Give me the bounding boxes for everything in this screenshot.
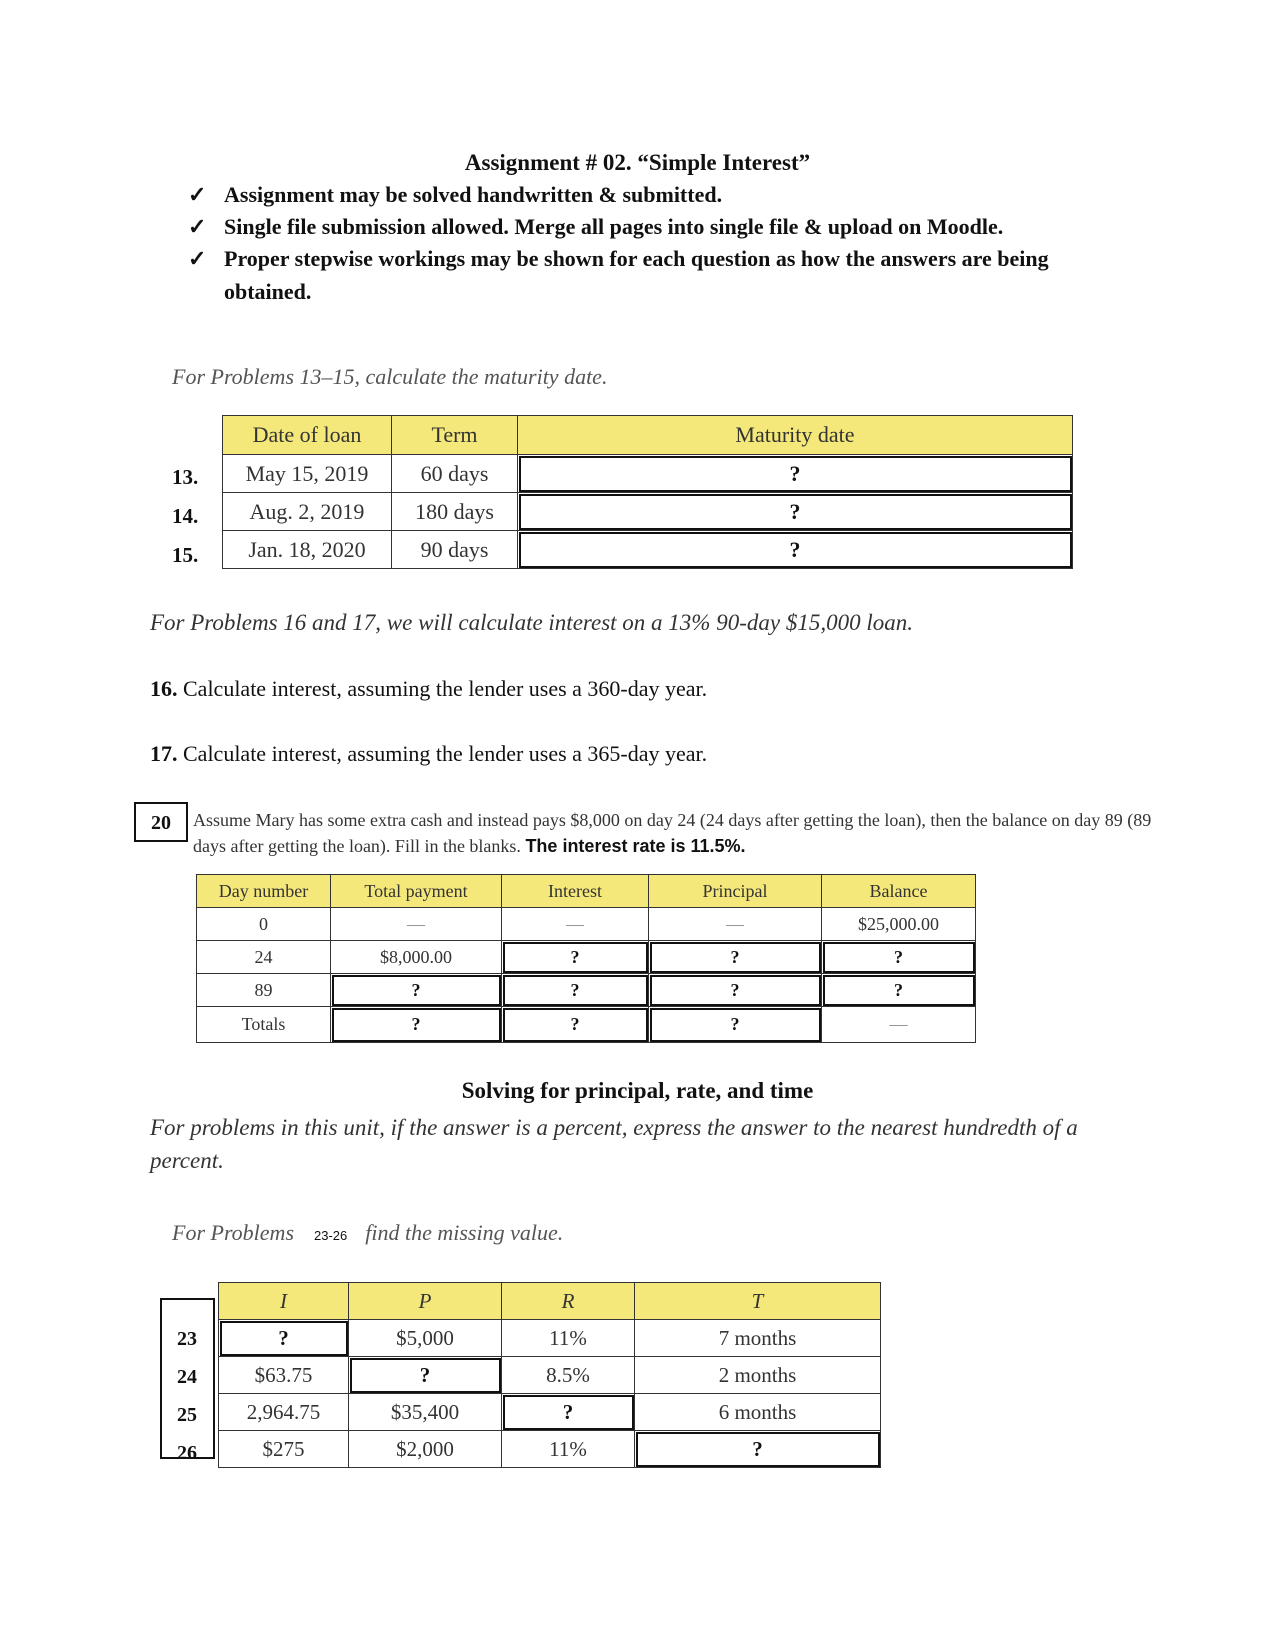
question-number: 17. (150, 741, 178, 766)
problem-number-13: 13. (172, 465, 199, 489)
table-row (219, 1431, 881, 1468)
section-heading: Solving for principal, rate, and time (461, 1078, 814, 1103)
loan-date: May 15, 2019 (223, 455, 392, 493)
interest-value: $63.75 (219, 1357, 349, 1394)
loan-term: 90 days (392, 531, 518, 569)
principal-answer-blank[interactable]: ? (649, 974, 822, 1007)
problem-number-15: 15. (172, 543, 199, 567)
loan-term: 60 days (392, 455, 518, 493)
interest-rate-note: The interest rate is 11.5%. (525, 836, 746, 856)
problem-20-body: Assume Mary has some extra cash and instead pays $8,000 on day 24 (24 days after getting the loan), then the balance on day 89 (89 days after getting the loan). Fill in the blanks. (193, 810, 1152, 856)
rule-2: Single file submission allowed. Merge all pages into single file & upload on Moodle. (224, 214, 1004, 239)
problem-range: 23-26 (314, 1228, 348, 1243)
table-row (223, 455, 1073, 493)
table-row (197, 941, 976, 974)
maturity-date-table (222, 415, 1073, 569)
question-number: 16. (150, 676, 178, 701)
total-payment-answer-blank[interactable]: ? (331, 1007, 502, 1043)
question-text: Calculate interest, assuming the lender uses a 360-day year. (183, 676, 708, 701)
question-text: Calculate interest, assuming the lender uses a 365-day year. (183, 741, 708, 766)
table-row (219, 1320, 881, 1357)
header-date-of-loan: Date of loan (223, 416, 392, 455)
problem-number-23: 23 (177, 1328, 197, 1350)
header-balance: Balance (822, 875, 976, 908)
interest-answer-blank[interactable]: ? (502, 1007, 649, 1043)
problem-number-26: 26 (177, 1442, 197, 1464)
check-icon: ✓ (188, 182, 207, 207)
loan-date: Jan. 18, 2020 (223, 531, 392, 569)
rate-answer-blank[interactable]: ? (502, 1394, 635, 1431)
table-row (197, 908, 976, 941)
problems-23-26-intro (172, 1220, 563, 1246)
check-icon: ✓ (188, 246, 207, 271)
total-payment: — (331, 908, 502, 941)
table-row (219, 1357, 881, 1394)
principal-value: $2,000 (349, 1431, 502, 1468)
principal-value: $35,400 (349, 1394, 502, 1431)
payment-table (196, 874, 976, 1043)
rate-value: 11% (502, 1431, 635, 1468)
rule-3: Proper stepwise workings may be shown for each question as how the answers are being obtained. (224, 246, 1049, 304)
problems-16-17-intro: For Problems 16 and 17, we will calculate interest on a 13% 90-day $15,000 loan. (150, 610, 913, 635)
principal-answer-blank[interactable]: ? (649, 941, 822, 974)
time-value: 2 months (635, 1357, 881, 1394)
missing-value-table (218, 1282, 881, 1468)
time-value: 7 months (635, 1320, 881, 1357)
header-term: Term (392, 416, 518, 455)
principal-value: $5,000 (349, 1320, 502, 1357)
day-number: 24 (197, 941, 331, 974)
loan-date: Aug. 2, 2019 (223, 493, 392, 531)
intro-part-a: For Problems (172, 1220, 295, 1245)
header-time: T (635, 1283, 881, 1320)
header-total-payment: Total payment (331, 875, 502, 908)
header-principal: P (349, 1283, 502, 1320)
interest-answer-blank[interactable]: ? (219, 1320, 349, 1357)
totals-label: Totals (197, 1007, 331, 1043)
table-row (197, 974, 976, 1007)
time-value: 6 months (635, 1394, 881, 1431)
principal-answer-blank[interactable]: ? (649, 1007, 822, 1043)
interest-value: 2,964.75 (219, 1394, 349, 1431)
header-interest: I (219, 1283, 349, 1320)
table-row (219, 1394, 881, 1431)
interest: — (502, 908, 649, 941)
balance-answer-blank[interactable]: ? (822, 974, 976, 1007)
interest-answer-blank[interactable]: ? (502, 974, 649, 1007)
header-maturity-date: Maturity date (518, 416, 1073, 455)
problem-number-20: 20 (134, 802, 188, 842)
question-16 (150, 676, 707, 702)
problems-13-15-intro: For Problems 13–15, calculate the maturity date. (172, 364, 608, 389)
time-answer-blank[interactable]: ? (635, 1431, 881, 1468)
problem-number-14: 14. (172, 504, 199, 528)
balance: — (822, 1007, 976, 1043)
rate-value: 11% (502, 1320, 635, 1357)
problem-number-24: 24 (177, 1366, 197, 1388)
day-number: 0 (197, 908, 331, 941)
table-row (197, 1007, 976, 1043)
problem-number-25: 25 (177, 1404, 197, 1426)
table-row (223, 493, 1073, 531)
percent-instructions: For problems in this unit, if the answer is a percent, express the answer to the nearest hundredth of a percent. (150, 1115, 1078, 1173)
principal: — (649, 908, 822, 941)
interest-value: $275 (219, 1431, 349, 1468)
header-principal: Principal (649, 875, 822, 908)
rate-value: 8.5% (502, 1357, 635, 1394)
maturity-answer-blank[interactable]: ? (518, 493, 1073, 531)
table-row (223, 531, 1073, 569)
check-icon: ✓ (188, 214, 207, 239)
maturity-answer-blank[interactable]: ? (518, 531, 1073, 569)
total-payment: $8,000.00 (331, 941, 502, 974)
balance: $25,000.00 (822, 908, 976, 941)
day-number: 89 (197, 974, 331, 1007)
problem-numbers-box (160, 1298, 215, 1464)
maturity-answer-blank[interactable]: ? (518, 455, 1073, 493)
intro-part-b: find the missing value. (365, 1220, 564, 1245)
problem-20-text (193, 807, 1168, 859)
loan-term: 180 days (392, 493, 518, 531)
interest-answer-blank[interactable]: ? (502, 941, 649, 974)
total-payment-answer-blank[interactable]: ? (331, 974, 502, 1007)
question-17 (150, 741, 707, 767)
assignment-title: Assignment # 02. “Simple Interest” (464, 150, 811, 175)
principal-answer-blank[interactable]: ? (349, 1357, 502, 1394)
balance-answer-blank[interactable]: ? (822, 941, 976, 974)
header-interest: Interest (502, 875, 649, 908)
header-rate: R (502, 1283, 635, 1320)
header-day-number: Day number (197, 875, 331, 908)
rule-1: Assignment may be solved handwritten & submitted. (224, 182, 723, 207)
